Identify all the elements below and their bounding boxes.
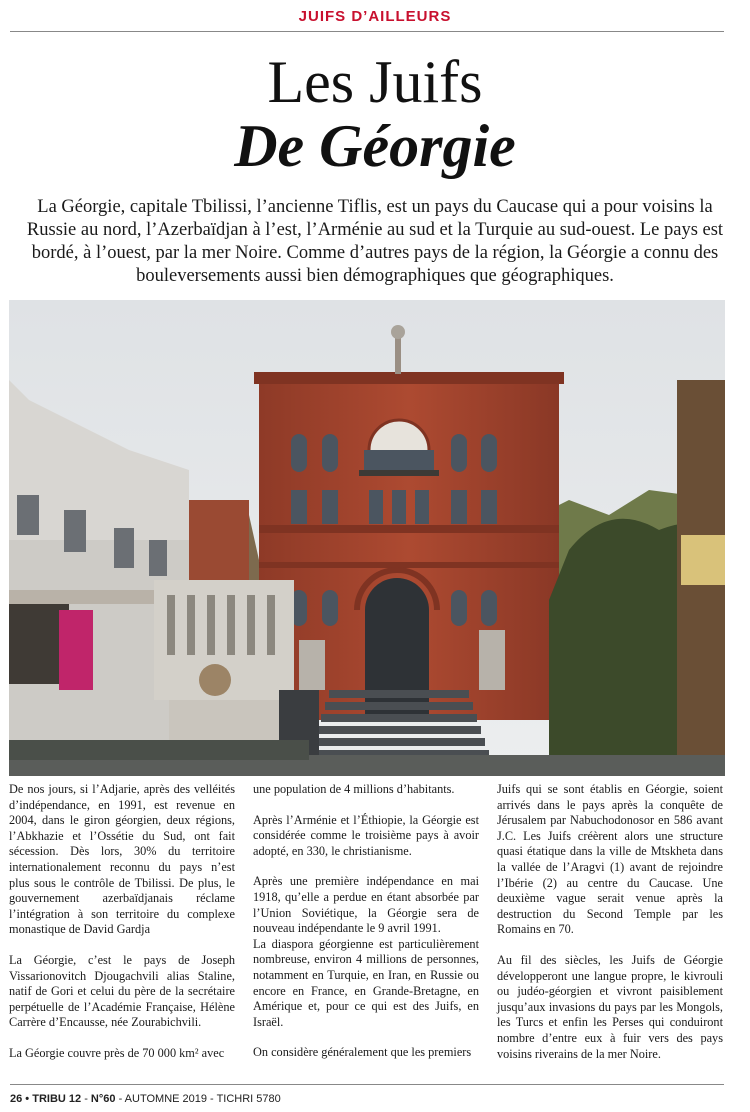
text-column-2 [253,782,479,1061]
magazine-name: TRIBU 12 [32,1093,82,1105]
section-header: JUIFS D’AILLEURS [298,8,452,25]
footer-separator: - [84,1093,88,1105]
page-number: 26 • [10,1093,30,1105]
paragraph: Au fil des siècles, les Juifs de Géorgie développeront une langue propre, le kivrouli ou judéo-géorgien et vivront paisiblement jusqu’aux invasions du pays par les Mongols, les Turcs et enfin les Perses qui conduiront nombre d’entre eux à fuir vers des pays voisins riverains de la mer Noire. [497,952,723,1061]
article-title-line1: Les Juifs [267,49,483,115]
paragraph: De nos jours, si l’Adjarie, après des velléités d’indépendance, en 1991, est revenue en 2004, dans le giron géorgien, deux régions, l’Abkhazie et l’Ossétie du Sud, ont fait sécession. Dès lors, 30% du territoire internationalement reconnu du pays n’est plus sous le contrôle de Tbilissi. De plus, le gouvernement azerbaïdjanais réclame l’intégration à son territoire du complexe monastique de David Gardja [9,782,235,937]
bottom-divider [10,1084,724,1085]
paragraph: une population de 4 millions d’habitants. [253,782,455,796]
paragraph: Juifs qui se sont établis en Géorgie, soient arrivés dans le pays après la conquête de Jérusalem par Nabuchodonosor en 586 avant J.C. Les Juifs créèrent alors une structure quasi étatique dans la ville de Mtskheta dans la vallée de l’Aragvi (1) avant de rejoindre l’Ibérie (2) au centre du Caucase. Une deuxième vague serait venue après la destruction du Second Temple par les Romains en 70. [497,782,723,937]
paragraph: La Géorgie, c’est le pays de Joseph Vissarionovitch Djougachvili alias Staline, natif de Gori et celui du père de la secrétaire perpétuelle de l’Académie Française, Hélène Carrère d’Encausse, née Zourabichvili. [9,952,235,1030]
synagogue-photo [9,300,725,776]
text-column-1 [9,782,235,1062]
paragraph: Après une première indépendance en mai 1918, qu’elle a perdue en étant absorbée par l’Union Soviétique, la Géorgie sera de nouveau indépendante le 9 avril 1991. [253,874,479,936]
paragraph: La diaspora géorgienne est particulièrement nombreuse, environ 4 millions de personnes, notamment en Turquie, en Iran, en Russie ou encore en France, en Grande-Bretagne, en Amérique et, pour ce qui est des Juifs, en Israël. [253,936,479,1029]
text-column-3 [497,782,723,1062]
paragraph: La Géorgie couvre près de 70 000 km² avec [9,1045,225,1060]
article-title-line2: De Géorgie [234,113,516,179]
top-divider [10,31,724,32]
paragraph: On considère généralement que les premiers [253,1045,472,1060]
issue-date: - AUTOMNE 2019 - TICHRI 5780 [118,1093,281,1105]
issue-number: N°60 [90,1093,116,1105]
page-footer [10,1093,281,1105]
article-intro: La Géorgie, capitale Tbilissi, l’ancienne Tiflis, est un pays du Caucase qui a pour voisins la Russie au nord, l’Azerbaïdjan à l’est, l’Arménie au sud et la Turquie au sud-ouest. Le pays est bordé, à l’ouest, par la mer Noire. Comme d’autres pays de la région, la Géorgie a connu des bouleversements aussi bien démographiques que géographiques. [26,197,724,286]
paragraph: Après l’Arménie et l’Éthiopie, la Géorgie est considérée comme le troisième pays à avoir adopté, en 330, le christianisme. [253,812,479,858]
